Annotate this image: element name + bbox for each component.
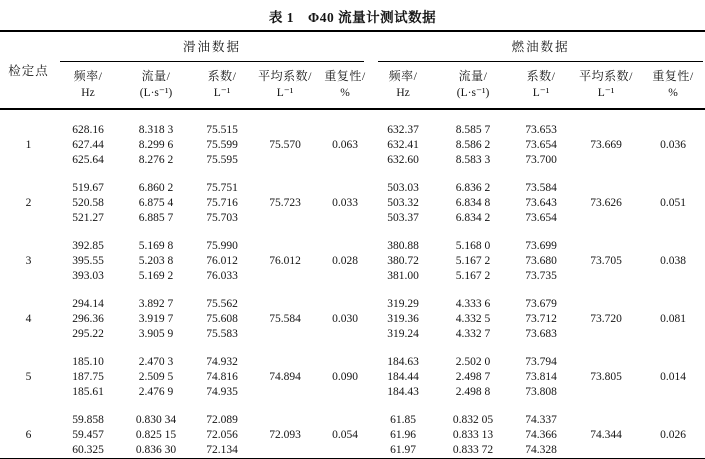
lube-coefficient-cell: 74.935	[206, 386, 238, 398]
lube-flow-cell: 3.905 9	[138, 328, 174, 340]
lube-avg-coefficient-cell: 75.584	[269, 313, 301, 325]
column-unit: (L·s⁻¹)	[139, 87, 173, 99]
lube-repeatability-cell: 0.063	[332, 139, 358, 151]
fuel-flow-cell: 4.332 5	[455, 313, 491, 325]
column-unit: (L·s⁻¹)	[456, 87, 490, 99]
lube-frequency-cell: 625.64	[72, 154, 104, 166]
fuel-flow-cell: 8.586 2	[455, 139, 491, 151]
column-header-fuel-frequency	[371, 62, 435, 109]
fuel-coefficient-cell: 74.337	[525, 414, 557, 426]
fuel-flow-cell: 5.167 2	[455, 255, 491, 267]
corner-header-point: 检定点	[0, 31, 57, 109]
fuel-flow-cell: 4.333 6	[455, 298, 491, 310]
lube-frequency-cell: 519.67	[72, 182, 104, 194]
lube-frequency-cell: 295.22	[72, 328, 104, 340]
group-header-fuel-oil-label: 燃油数据	[378, 32, 703, 62]
column-name: 频率/	[73, 69, 103, 83]
lube-coefficient-cell: 75.599	[206, 139, 238, 151]
lube-flow-cell: 8.318 3	[138, 124, 174, 136]
group-header-fuel-oil	[371, 31, 705, 62]
fuel-frequency-cell: 184.44	[387, 371, 419, 383]
fuel-avg-coefficient-cell: 73.705	[590, 255, 622, 267]
group-header-lube-oil-label: 滑油数据	[60, 32, 364, 62]
column-unit: Hz	[81, 87, 95, 99]
lube-flow-cell: 5.203 8	[138, 255, 174, 267]
column-name: 频率/	[388, 69, 418, 83]
lube-coefficient-cell: 75.595	[206, 154, 238, 166]
fuel-coefficient-cell: 73.700	[525, 154, 557, 166]
group-header-row	[0, 31, 705, 62]
column-name: 平均系数/	[258, 69, 312, 83]
fuel-coefficient-cell: 73.584	[525, 182, 557, 194]
lube-frequency-cell: 521.27	[72, 212, 104, 224]
calibration-point-cell: 1	[25, 139, 32, 151]
lube-coefficient-cell: 75.990	[206, 240, 238, 252]
fuel-flow-cell: 2.498 8	[455, 386, 491, 398]
lube-frequency-cell: 187.75	[72, 371, 104, 383]
column-header-lube-flow	[119, 62, 193, 109]
fuel-flow-cell: 6.834 8	[455, 197, 491, 209]
flowmeter-data-table	[0, 30, 705, 459]
lube-flow-cell: 2.470 3	[138, 356, 174, 368]
fuel-coefficient-cell: 73.654	[525, 212, 557, 224]
fuel-coefficient-cell: 74.366	[525, 429, 557, 441]
fuel-flow-cell: 4.332 7	[455, 328, 491, 340]
lube-frequency-cell: 395.55	[72, 255, 104, 267]
lube-flow-cell: 3.892 7	[138, 298, 174, 310]
lube-frequency-cell: 392.85	[72, 240, 104, 252]
fuel-flow-cell: 8.585 7	[455, 124, 491, 136]
fuel-repeatability-cell: 0.038	[660, 255, 687, 267]
fuel-coefficient-cell: 73.735	[525, 270, 557, 282]
column-unit: Hz	[396, 87, 410, 99]
column-header-lube-coefficient	[193, 62, 251, 109]
calibration-point-cell: 3	[25, 255, 32, 267]
fuel-coefficient-cell: 73.699	[525, 240, 557, 252]
lube-coefficient-cell: 74.816	[206, 371, 238, 383]
lube-avg-coefficient-cell: 72.093	[269, 429, 301, 441]
fuel-frequency-cell: 503.32	[387, 197, 419, 209]
fuel-frequency-cell: 380.88	[387, 240, 419, 252]
fuel-coefficient-cell: 73.680	[525, 255, 557, 267]
lube-repeatability-cell: 0.054	[332, 429, 358, 441]
table-row	[0, 284, 705, 312]
fuel-coefficient-cell: 73.712	[525, 313, 557, 325]
lube-frequency-cell: 59.457	[72, 429, 104, 441]
fuel-frequency-cell: 61.85	[390, 414, 416, 426]
fuel-frequency-cell: 319.36	[387, 313, 419, 325]
lube-coefficient-cell: 76.012	[206, 255, 238, 267]
lube-flow-cell: 0.830 34	[135, 414, 177, 426]
fuel-flow-cell: 0.832 05	[452, 414, 494, 426]
fuel-coefficient-cell: 73.653	[525, 124, 557, 136]
fuel-coefficient-cell: 73.679	[525, 298, 557, 310]
column-header-row	[0, 62, 705, 109]
group-header-lube-oil	[57, 31, 371, 62]
lube-coefficient-cell: 75.515	[206, 124, 238, 136]
fuel-frequency-cell: 319.29	[387, 298, 419, 310]
column-unit: %	[668, 87, 678, 99]
calibration-point-cell: 5	[25, 371, 32, 383]
lube-frequency-cell: 294.14	[72, 298, 104, 310]
lube-repeatability-cell: 0.028	[332, 255, 358, 267]
table-row	[0, 168, 705, 196]
lube-avg-coefficient-cell: 75.570	[269, 139, 301, 151]
column-unit: L⁻¹	[532, 87, 550, 99]
table-row	[0, 342, 705, 370]
fuel-repeatability-cell: 0.051	[660, 197, 687, 209]
table-row	[0, 400, 705, 428]
lube-flow-cell: 8.276 2	[138, 154, 174, 166]
lube-flow-cell: 3.919 7	[138, 313, 174, 325]
fuel-frequency-cell: 380.72	[387, 255, 419, 267]
column-header-fuel-flow	[435, 62, 511, 109]
column-header-fuel-coefficient	[511, 62, 571, 109]
fuel-coefficient-cell: 73.814	[525, 371, 557, 383]
fuel-flow-cell: 0.833 13	[452, 429, 494, 441]
column-unit: L⁻¹	[276, 87, 294, 99]
lube-coefficient-cell: 75.716	[206, 197, 238, 209]
fuel-frequency-cell: 319.24	[387, 328, 419, 340]
column-header-fuel-repeatability	[641, 62, 705, 109]
column-name: 系数/	[526, 69, 556, 83]
column-name: 重复性/	[324, 69, 366, 83]
lube-flow-cell: 2.509 5	[138, 371, 174, 383]
fuel-flow-cell: 5.168 0	[455, 240, 491, 252]
lube-frequency-cell: 628.16	[72, 124, 104, 136]
lube-frequency-cell: 393.03	[72, 270, 104, 282]
lube-repeatability-cell: 0.033	[332, 197, 358, 209]
lube-frequency-cell: 185.61	[72, 386, 104, 398]
lube-coefficient-cell: 75.751	[206, 182, 238, 194]
calibration-point-cell: 4	[25, 313, 32, 325]
lube-coefficient-cell: 75.583	[206, 328, 238, 340]
fuel-avg-coefficient-cell: 73.720	[590, 313, 622, 325]
lube-frequency-cell: 296.36	[72, 313, 104, 325]
column-unit: L⁻¹	[213, 87, 231, 99]
fuel-frequency-cell: 632.60	[387, 154, 419, 166]
lube-coefficient-cell: 75.608	[206, 313, 238, 325]
fuel-flow-cell: 5.167 2	[455, 270, 491, 282]
lube-frequency-cell: 627.44	[72, 139, 104, 151]
lube-flow-cell: 0.836 30	[135, 444, 177, 456]
fuel-flow-cell: 6.834 2	[455, 212, 491, 224]
lube-avg-coefficient-cell: 76.012	[269, 255, 301, 267]
fuel-frequency-cell: 184.43	[387, 386, 419, 398]
calibration-point-cell: 2	[25, 197, 32, 209]
lube-coefficient-cell: 74.932	[206, 356, 238, 368]
column-name: 平均系数/	[579, 69, 633, 83]
column-unit: L⁻¹	[597, 87, 615, 99]
calibration-point-cell: 6	[25, 429, 32, 441]
lube-coefficient-cell: 72.134	[206, 444, 238, 456]
lube-coefficient-cell: 75.703	[206, 212, 238, 224]
lube-coefficient-cell: 75.562	[206, 298, 238, 310]
table-body	[0, 109, 705, 459]
lube-frequency-cell: 185.10	[72, 356, 104, 368]
lube-frequency-cell: 59.858	[72, 414, 104, 426]
fuel-frequency-cell: 503.37	[387, 212, 419, 224]
fuel-repeatability-cell: 0.026	[660, 429, 687, 441]
lube-flow-cell: 0.825 15	[135, 429, 177, 441]
lube-flow-cell: 8.299 6	[138, 139, 174, 151]
lube-repeatability-cell: 0.090	[332, 371, 358, 383]
column-name: 重复性/	[652, 69, 694, 83]
column-unit: %	[340, 87, 350, 99]
lube-frequency-cell: 520.58	[72, 197, 104, 209]
fuel-repeatability-cell: 0.014	[660, 371, 687, 383]
lube-frequency-cell: 60.325	[72, 444, 104, 456]
column-header-lube-frequency	[57, 62, 119, 109]
fuel-flow-cell: 6.836 2	[455, 182, 491, 194]
column-header-lube-avg-coefficient	[251, 62, 319, 109]
lube-coefficient-cell: 76.033	[206, 270, 238, 282]
fuel-frequency-cell: 632.41	[387, 139, 419, 151]
column-name: 系数/	[207, 69, 237, 83]
fuel-frequency-cell: 632.37	[387, 124, 419, 136]
fuel-avg-coefficient-cell: 74.344	[590, 429, 622, 441]
fuel-coefficient-cell: 73.794	[525, 356, 557, 368]
fuel-coefficient-cell: 74.328	[525, 444, 557, 456]
lube-flow-cell: 6.885 7	[138, 212, 174, 224]
table-title: 表 1 Φ40 流量计测试数据	[268, 10, 437, 25]
lube-coefficient-cell: 72.089	[206, 414, 238, 426]
table-row	[0, 109, 705, 138]
fuel-avg-coefficient-cell: 73.626	[590, 197, 622, 209]
fuel-flow-cell: 2.502 0	[455, 356, 491, 368]
lube-coefficient-cell: 72.056	[206, 429, 238, 441]
fuel-frequency-cell: 503.03	[387, 182, 419, 194]
fuel-flow-cell: 0.833 72	[452, 444, 494, 456]
fuel-coefficient-cell: 73.654	[525, 139, 557, 151]
lube-flow-cell: 2.476 9	[138, 386, 174, 398]
column-header-lube-repeatability	[319, 62, 371, 109]
fuel-frequency-cell: 61.96	[390, 429, 416, 441]
column-name: 流量/	[458, 69, 488, 83]
fuel-flow-cell: 8.583 3	[455, 154, 491, 166]
fuel-frequency-cell: 381.00	[387, 270, 419, 282]
lube-avg-coefficient-cell: 74.894	[269, 371, 301, 383]
lube-flow-cell: 5.169 8	[138, 240, 174, 252]
fuel-repeatability-cell: 0.081	[660, 313, 687, 325]
lube-flow-cell: 5.169 2	[138, 270, 174, 282]
fuel-flow-cell: 2.498 7	[455, 371, 491, 383]
table-row	[0, 226, 705, 254]
fuel-repeatability-cell: 0.036	[660, 139, 687, 151]
fuel-frequency-cell: 184.63	[387, 356, 419, 368]
fuel-avg-coefficient-cell: 73.805	[590, 371, 622, 383]
lube-avg-coefficient-cell: 75.723	[269, 197, 301, 209]
lube-repeatability-cell: 0.030	[332, 313, 358, 325]
table-header	[0, 31, 705, 109]
fuel-avg-coefficient-cell: 73.669	[590, 139, 622, 151]
lube-flow-cell: 6.875 4	[138, 197, 174, 209]
column-header-fuel-avg-coefficient	[571, 62, 641, 109]
lube-flow-cell: 6.860 2	[138, 182, 174, 194]
column-name: 流量/	[141, 69, 171, 83]
fuel-coefficient-cell: 73.808	[525, 386, 557, 398]
fuel-frequency-cell: 61.97	[390, 444, 416, 456]
fuel-coefficient-cell: 73.683	[525, 328, 557, 340]
fuel-coefficient-cell: 73.643	[525, 197, 557, 209]
